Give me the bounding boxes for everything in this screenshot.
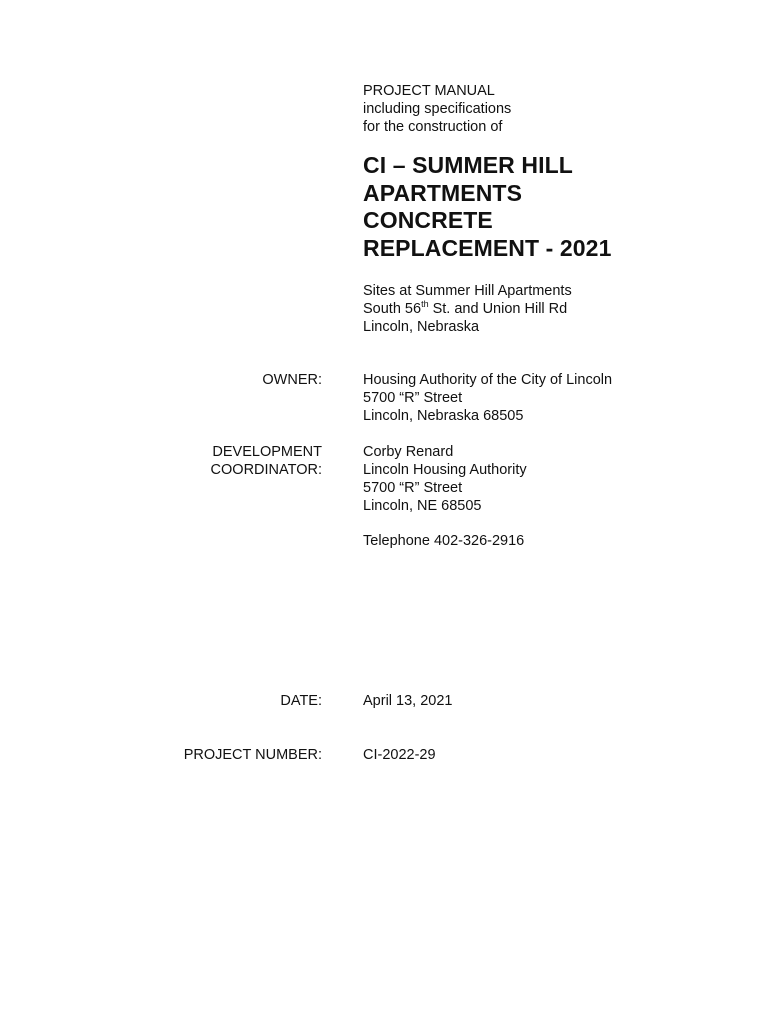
project-number-value xyxy=(363,746,743,764)
project-title xyxy=(363,152,743,262)
title-line-2: APARTMENTS xyxy=(363,179,523,206)
sites-street-suffix: St. and Union Hill Rd xyxy=(428,301,568,317)
coordinator-city: Lincoln, NE 68505 xyxy=(363,498,482,514)
sites-line-1: Sites at Summer Hill Apartments xyxy=(363,283,572,299)
coordinator-name: Corby Renard xyxy=(363,444,454,460)
coordinator-label xyxy=(22,443,322,479)
project-number-label-text: PROJECT NUMBER: xyxy=(183,747,322,763)
sites-block xyxy=(363,282,743,336)
intro-block xyxy=(363,82,743,136)
sites-line-3: Lincoln, Nebraska xyxy=(363,319,480,335)
date-value-text: April 13, 2021 xyxy=(363,693,453,709)
coordinator-org: Lincoln Housing Authority xyxy=(363,462,527,478)
owner-label xyxy=(22,371,322,389)
date-label xyxy=(22,692,322,710)
coordinator-label-line-1: DEVELOPMENT xyxy=(212,444,322,460)
owner-label-text: OWNER: xyxy=(262,372,322,388)
owner-street: 5700 “R” Street xyxy=(363,390,463,406)
title-line-1: CI – SUMMER HILL xyxy=(363,152,573,178)
project-number-label xyxy=(22,746,322,764)
coordinator-label-line-2: COORDINATOR: xyxy=(210,462,322,478)
coordinator-telephone xyxy=(363,532,743,550)
coordinator-street: 5700 “R” Street xyxy=(363,480,463,496)
project-number-value-text: CI-2022-29 xyxy=(363,747,436,763)
sites-street-ordinal: th xyxy=(421,299,429,309)
owner-value xyxy=(363,371,743,425)
intro-line-specifications: including specifications xyxy=(363,101,512,117)
title-line-4: REPLACEMENT - 2021 xyxy=(363,234,612,261)
intro-line-project-manual: PROJECT MANUAL xyxy=(363,83,495,99)
telephone-text: Telephone 402-326-2916 xyxy=(363,533,525,549)
title-line-3: CONCRETE xyxy=(363,207,493,233)
sites-street-prefix: South 56 xyxy=(363,301,422,317)
sites-line-2 xyxy=(363,300,743,318)
owner-city: Lincoln, Nebraska 68505 xyxy=(363,408,524,424)
owner-name: Housing Authority of the City of Lincoln xyxy=(363,372,613,388)
coordinator-value xyxy=(363,443,743,515)
date-label-text: DATE: xyxy=(280,693,322,709)
intro-line-construction: for the construction of xyxy=(363,119,503,135)
date-value xyxy=(363,692,743,710)
